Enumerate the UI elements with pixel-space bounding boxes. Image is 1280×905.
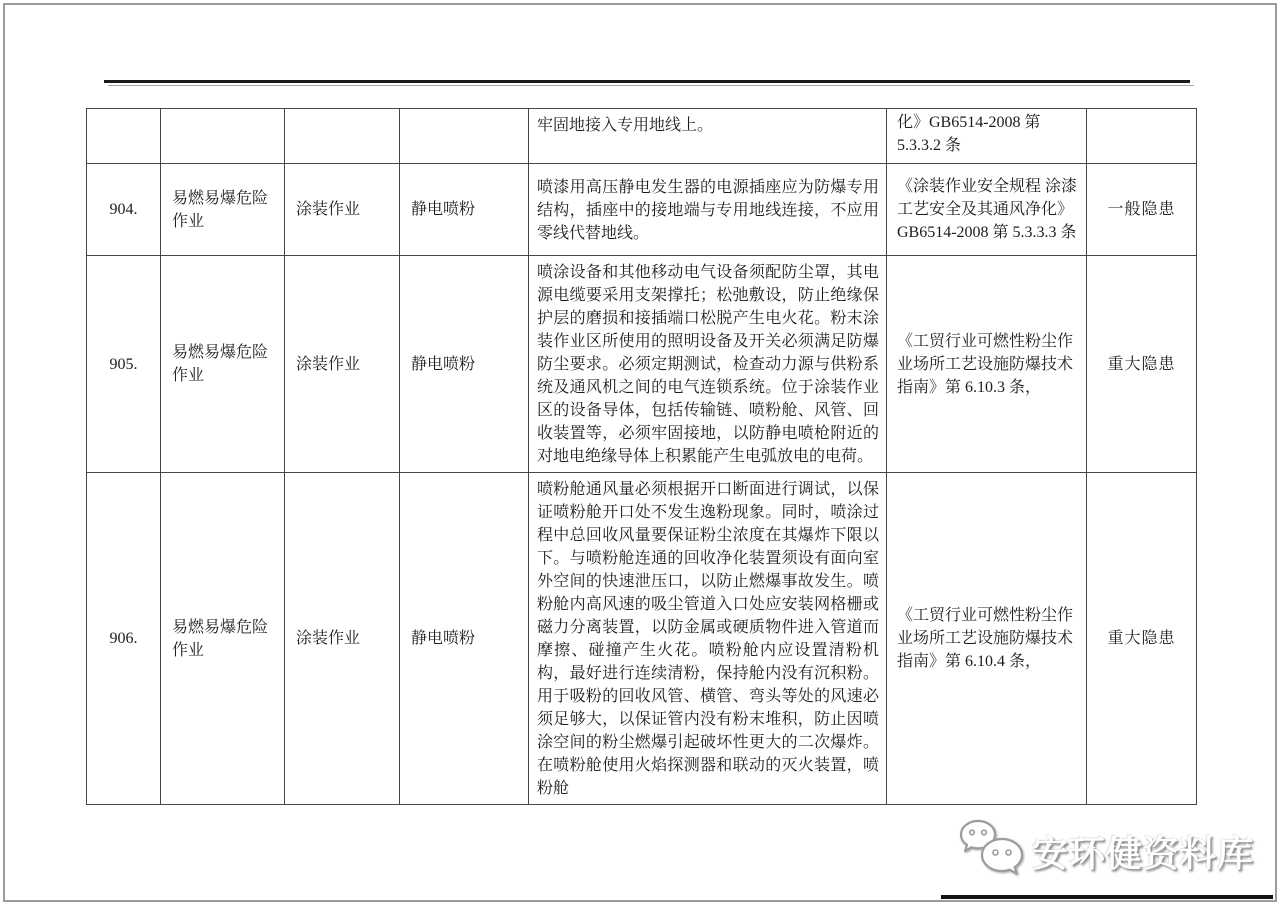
cell-level: 重大隐患 [1087, 256, 1197, 473]
cell-operation: 涂装作业 [285, 256, 400, 473]
table-row [87, 109, 1197, 164]
header-rule-shadow [108, 85, 1194, 86]
cell-category: 易燃易爆危险作业 [161, 256, 285, 473]
cell-description: 牢固地接入专用地线上。 [529, 109, 887, 164]
cell-item: 静电喷粉 [400, 164, 529, 256]
cell-item: 静电喷粉 [400, 256, 529, 473]
cell-operation [285, 109, 400, 164]
table-row [87, 473, 1197, 805]
watermark-underline [941, 895, 1273, 899]
table-row [87, 164, 1197, 256]
table-row [87, 256, 1197, 473]
wechat-icon [956, 818, 1028, 884]
cell-level: 重大隐患 [1087, 473, 1197, 805]
cell-number: 904. [87, 164, 161, 256]
cell-basis: 化》GB6514-2008 第 5.3.3.2 条 [887, 109, 1087, 164]
cell-operation: 涂装作业 [285, 473, 400, 805]
hazard-table [86, 108, 1197, 805]
cell-level [1087, 109, 1197, 164]
cell-basis: 《涂装作业安全规程 涂漆工艺安全及其通风净化》GB6514-2008 第 5.3.3.3 条 [887, 164, 1087, 256]
cell-description: 喷漆用高压静电发生器的电源插座应为防爆专用结构，插座中的接地端与专用地线连接，不应用零线代替地线。 [529, 164, 887, 256]
cell-category: 易燃易爆危险作业 [161, 473, 285, 805]
cell-number: 905. [87, 256, 161, 473]
cell-category: 易燃易爆危险作业 [161, 164, 285, 256]
header-rule [104, 80, 1190, 83]
cell-item: 静电喷粉 [400, 473, 529, 805]
cell-level: 一般隐患 [1087, 164, 1197, 256]
cell-basis: 《工贸行业可燃性粉尘作业场所工艺设施防爆技术指南》第 6.10.4 条， [887, 473, 1087, 805]
cell-number [87, 109, 161, 164]
cell-basis: 《工贸行业可燃性粉尘作业场所工艺设施防爆技术指南》第 6.10.3 条， [887, 256, 1087, 473]
cell-operation: 涂装作业 [285, 164, 400, 256]
cell-item [400, 109, 529, 164]
watermark [942, 812, 1274, 890]
watermark-label: 安环健资料库 [1032, 832, 1255, 874]
cell-number: 906. [87, 473, 161, 805]
cell-category [161, 109, 285, 164]
cell-description: 喷粉舱通风量必须根据开口断面进行调试，以保证喷粉舱开口处不发生逸粉现象。同时，喷涂过程中总回收风量要保证粉尘浓度在其爆炸下限以下。与喷粉舱连通的回收净化装置须设有面向室外空间的快速泄压口，以防止燃爆事故发生。喷粉舱内高风速的吸尘管道入口处应安装网格栅或磁力分离装置，以防金属或硬质物件进入管道而摩擦、碰撞产生火花。喷粉舱内应设置清粉机构，最好进行连续清粉，保持舱内没有沉积粉。用于吸粉的回收风管、横管、弯头等处的风速必须足够大，以保证管内没有粉末堆积，防止因喷涂空间的粉尘燃爆引起破坏性更大的二次爆炸。在喷粉舱使用火焰探测器和联动的灭火装置，喷粉舱 [529, 473, 887, 805]
cell-description: 喷涂设备和其他移动电气设备须配防尘罩，其电源电缆要采用支架撑托；松弛敷设，防止绝缘保护层的磨损和接插端口松脱产生电火花。粉末涂装作业区所使用的照明设备及开关必须满足防爆防尘要求。必须定期测试，检查动力源与供粉系统及通风机之间的电气连锁系统。位于涂装作业区的设备导体，包括传输链、喷粉舱、风管、回收装置等，必须牢固接地，以防静电喷枪附近的对地电绝缘导体上积累能产生电弧放电的电荷。 [529, 256, 887, 473]
